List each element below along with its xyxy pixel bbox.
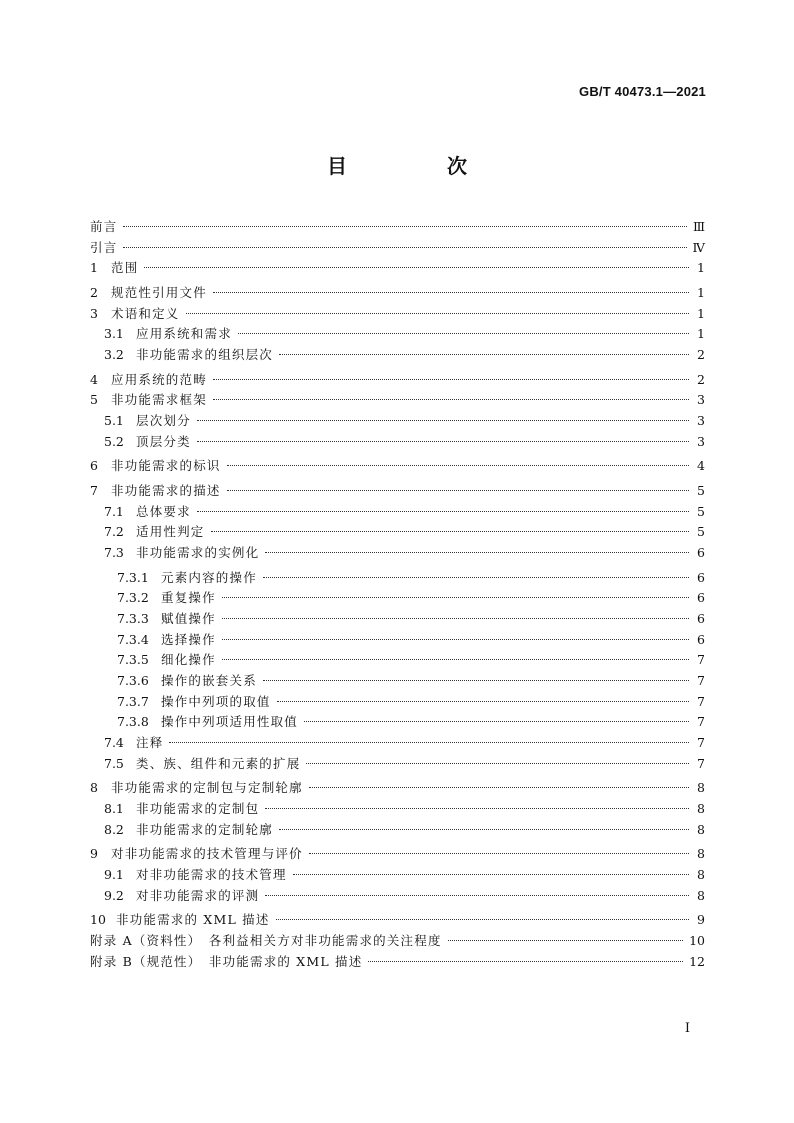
toc-entry-label: 赋值操作 — [161, 610, 216, 626]
toc-entry-label: 总体要求 — [136, 503, 191, 519]
toc-entry-number: 8.2 — [104, 821, 124, 837]
document-code: GB/T 40473.1—2021 — [579, 84, 706, 99]
toc-entry-page: 4 — [697, 458, 705, 474]
toc-entry[interactable] — [90, 543, 705, 568]
toc-entry-number: 1 — [90, 260, 98, 276]
toc-entry-number: 7.2 — [104, 524, 124, 540]
toc-entry-number: 8 — [90, 780, 98, 796]
toc-entry[interactable] — [90, 609, 705, 630]
toc-entry-page: 8 — [697, 887, 705, 903]
toc-entry-label: 操作的嵌套关系 — [161, 672, 257, 688]
toc-entry[interactable] — [90, 324, 705, 345]
toc-entry-label: 非功能需求的定制轮廓 — [136, 821, 274, 837]
toc-entry-number: 7.3 — [104, 544, 124, 560]
toc-entry-label: 操作中列项的取值 — [161, 693, 271, 709]
toc-entry[interactable] — [90, 411, 705, 432]
toc-entry-number: 9.1 — [104, 866, 124, 882]
toc-entry-page: 7 — [697, 714, 705, 730]
dot-leader — [276, 919, 689, 920]
toc-entry[interactable] — [90, 712, 705, 733]
dot-leader — [213, 379, 689, 380]
toc-entry-label: 对非功能需求的评测 — [136, 887, 260, 903]
toc-entry-page: 6 — [697, 610, 705, 626]
toc-entry[interactable] — [90, 370, 705, 391]
toc-entry-page: 5 — [697, 482, 705, 498]
dot-leader — [123, 226, 687, 227]
toc-entry-number: 5.1 — [104, 413, 124, 428]
dot-leader — [123, 247, 686, 248]
toc-entry-label: 细化操作 — [161, 652, 216, 668]
toc-entry-label: 操作中列项适用性取值 — [161, 714, 299, 730]
toc-entry[interactable] — [90, 931, 705, 952]
toc-entry-page: 7 — [697, 735, 705, 751]
toc-entry-page: 7 — [697, 755, 705, 771]
toc-entry-number: 8.1 — [104, 801, 124, 816]
dot-leader — [265, 808, 689, 809]
toc-entry[interactable] — [90, 754, 705, 779]
toc-entry-label: 注释 — [136, 735, 164, 751]
toc-entry[interactable] — [90, 283, 705, 304]
toc-entry-page: 1 — [697, 305, 705, 321]
toc-entry-label: 范围 — [111, 260, 139, 276]
toc-entry[interactable] — [90, 238, 705, 259]
dot-leader — [306, 763, 689, 764]
toc-entry-label: 引言 — [90, 239, 118, 255]
toc-entry[interactable] — [90, 799, 705, 820]
toc-entry-page: 5 — [697, 524, 705, 540]
toc-entry-page: 2 — [697, 347, 705, 363]
toc-entry-page: 7 — [697, 672, 705, 688]
toc-entry-page: 6 — [697, 631, 705, 647]
toc-entry-label: 附录 B（规范性） 非功能需求的 XML 描述 — [90, 953, 363, 969]
toc-entry-label: 选择操作 — [161, 631, 216, 647]
toc-entry-page: 10 — [689, 932, 705, 948]
dot-leader — [309, 787, 689, 788]
toc-entry-label: 非功能需求的定制包 — [136, 801, 260, 816]
toc-entry[interactable] — [90, 630, 705, 651]
toc-entry[interactable] — [90, 865, 705, 886]
toc-entry-number: 7.3.5 — [117, 652, 149, 668]
toc-entry-page: 2 — [697, 371, 705, 387]
toc-entry-label: 非功能需求框架 — [111, 392, 207, 408]
dot-leader — [222, 659, 689, 660]
dot-leader — [227, 490, 689, 491]
toc-entry-page: 7 — [697, 693, 705, 709]
toc-entry-number: 5.2 — [104, 433, 124, 449]
dot-leader — [222, 639, 689, 640]
toc-entry-number: 9.2 — [104, 887, 124, 903]
dot-leader — [279, 829, 689, 830]
toc-entry-page: 6 — [697, 569, 705, 585]
toc-entry-number: 3.1 — [104, 326, 124, 342]
dot-leader — [263, 577, 689, 578]
toc-entry[interactable] — [90, 258, 705, 283]
toc-entry-label: 层次划分 — [136, 413, 191, 428]
toc-entry-label: 应用系统和需求 — [136, 326, 232, 342]
dot-leader — [263, 680, 689, 681]
toc-entry-label: 非功能需求的 XML 描述 — [116, 912, 270, 928]
toc-entry-label: 顶层分类 — [136, 433, 191, 449]
dot-leader — [279, 354, 689, 355]
toc-entry-number: 7.3.7 — [117, 693, 149, 709]
toc-entry-number: 4 — [90, 371, 98, 387]
toc-entry[interactable] — [90, 910, 705, 931]
toc-entry-label: 术语和定义 — [111, 305, 180, 321]
toc-entry-number: 7.3.1 — [117, 569, 149, 585]
dot-leader — [186, 313, 689, 314]
toc-entry-label: 附录 A（资料性） 各利益相关方对非功能需求的关注程度 — [90, 932, 442, 948]
toc-entry-number: 7.1 — [104, 503, 124, 519]
dot-leader — [213, 399, 689, 400]
toc-entry-page: 3 — [697, 413, 705, 428]
toc-entry-number: 7.3.8 — [117, 714, 149, 730]
toc-entry-label: 对非功能需求的技术管理 — [136, 866, 287, 882]
toc-entry-page: 12 — [689, 953, 705, 969]
toc-entry-number: 6 — [90, 458, 98, 474]
toc-entry-page: 5 — [697, 503, 705, 519]
dot-leader — [197, 441, 689, 442]
dot-leader — [448, 940, 683, 941]
toc-entry-label: 重复操作 — [161, 590, 216, 606]
toc-entry-page: 1 — [697, 326, 705, 342]
toc-entry[interactable] — [90, 671, 705, 692]
toc-entry-number: 7.3.6 — [117, 672, 149, 688]
toc-entry[interactable] — [90, 952, 705, 973]
dot-leader — [265, 895, 689, 896]
toc-entry[interactable] — [90, 650, 705, 671]
toc-entry-label: 前言 — [90, 219, 118, 234]
toc-entry[interactable] — [90, 345, 705, 370]
toc-entry-label: 非功能需求的描述 — [111, 482, 221, 498]
toc-entry-label: 元素内容的操作 — [161, 569, 257, 585]
toc-entry[interactable] — [90, 304, 705, 325]
toc-entry-label: 类、族、组件和元素的扩展 — [136, 755, 301, 771]
toc-entry-number: 7.5 — [104, 755, 124, 771]
toc-entry-number: 7.3.4 — [117, 631, 149, 647]
dot-leader — [197, 420, 689, 421]
toc-entry-page: 8 — [697, 780, 705, 796]
toc-entry-page: 8 — [697, 846, 705, 862]
toc-entry[interactable] — [90, 886, 705, 911]
toc-entry-number: 7.3.2 — [117, 590, 149, 606]
toc-entry[interactable] — [90, 588, 705, 609]
toc-entry-page: 3 — [697, 392, 705, 408]
toc-entry[interactable] — [90, 692, 705, 713]
toc-entry-number: 5 — [90, 392, 98, 408]
toc-entry-label: 非功能需求的组织层次 — [136, 347, 274, 363]
toc-entry[interactable] — [90, 432, 705, 457]
toc-entry-label: 非功能需求的实例化 — [136, 544, 260, 560]
dot-leader — [368, 961, 683, 962]
toc-entry[interactable] — [90, 390, 705, 411]
page-number: I — [684, 1021, 690, 1036]
dot-leader — [169, 742, 689, 743]
dot-leader — [222, 597, 689, 598]
toc-entry-label: 非功能需求的标识 — [111, 458, 221, 474]
toc-entry-page: 7 — [697, 652, 705, 668]
toc-entry-number: 7 — [90, 482, 98, 498]
dot-leader — [227, 465, 689, 466]
toc-entry[interactable] — [90, 778, 705, 799]
toc-entry-number: 7.3.3 — [117, 610, 149, 626]
toc-entry[interactable] — [90, 733, 705, 754]
toc-entry-label: 非功能需求的定制包与定制轮廓 — [111, 780, 303, 796]
toc-entry-page: 6 — [697, 590, 705, 606]
dot-leader — [277, 701, 689, 702]
toc-entry-label: 应用系统的范畴 — [111, 371, 207, 387]
toc-entry-page: 9 — [697, 912, 705, 928]
toc-entry[interactable] — [90, 217, 705, 238]
dot-leader — [309, 853, 689, 854]
toc-entry[interactable] — [90, 502, 705, 523]
toc-entry-page: 8 — [697, 866, 705, 882]
toc-entry-number: 7.4 — [104, 735, 124, 751]
toc-entry-page: 3 — [697, 433, 705, 449]
toc-entry[interactable] — [90, 481, 705, 502]
toc-entry-page: Ⅳ — [692, 239, 705, 255]
dot-leader — [222, 618, 689, 619]
dot-leader — [304, 721, 689, 722]
dot-leader — [293, 874, 689, 875]
toc-entry-page: 1 — [697, 260, 705, 276]
toc-entry-page: 8 — [697, 821, 705, 837]
toc-entry[interactable] — [90, 522, 705, 543]
table-of-contents — [90, 217, 705, 972]
dot-leader — [144, 267, 689, 268]
toc-entry-page: Ⅲ — [692, 219, 705, 234]
toc-entry-label: 规范性引用文件 — [111, 284, 207, 300]
toc-entry[interactable] — [90, 844, 705, 865]
toc-entry-number: 3.2 — [104, 347, 124, 363]
dot-leader — [265, 552, 689, 553]
toc-entry-page: 8 — [697, 801, 705, 816]
dot-leader — [238, 333, 689, 334]
toc-entry-number: 2 — [90, 284, 98, 300]
toc-entry-number: 9 — [90, 846, 98, 862]
toc-entry-number: 10 — [90, 912, 106, 928]
dot-leader — [211, 531, 689, 532]
toc-entry[interactable] — [90, 820, 705, 845]
dot-leader — [197, 511, 689, 512]
dot-leader — [213, 292, 689, 293]
toc-entry-number: 3 — [90, 305, 98, 321]
toc-entry-page: 6 — [697, 544, 705, 560]
toc-entry-label: 适用性判定 — [136, 524, 205, 540]
toc-entry[interactable] — [90, 456, 705, 481]
toc-entry[interactable] — [90, 568, 705, 589]
toc-entry-page: 1 — [697, 284, 705, 300]
toc-entry-label: 对非功能需求的技术管理与评价 — [111, 846, 303, 862]
page-title: 目 次 — [327, 154, 507, 178]
